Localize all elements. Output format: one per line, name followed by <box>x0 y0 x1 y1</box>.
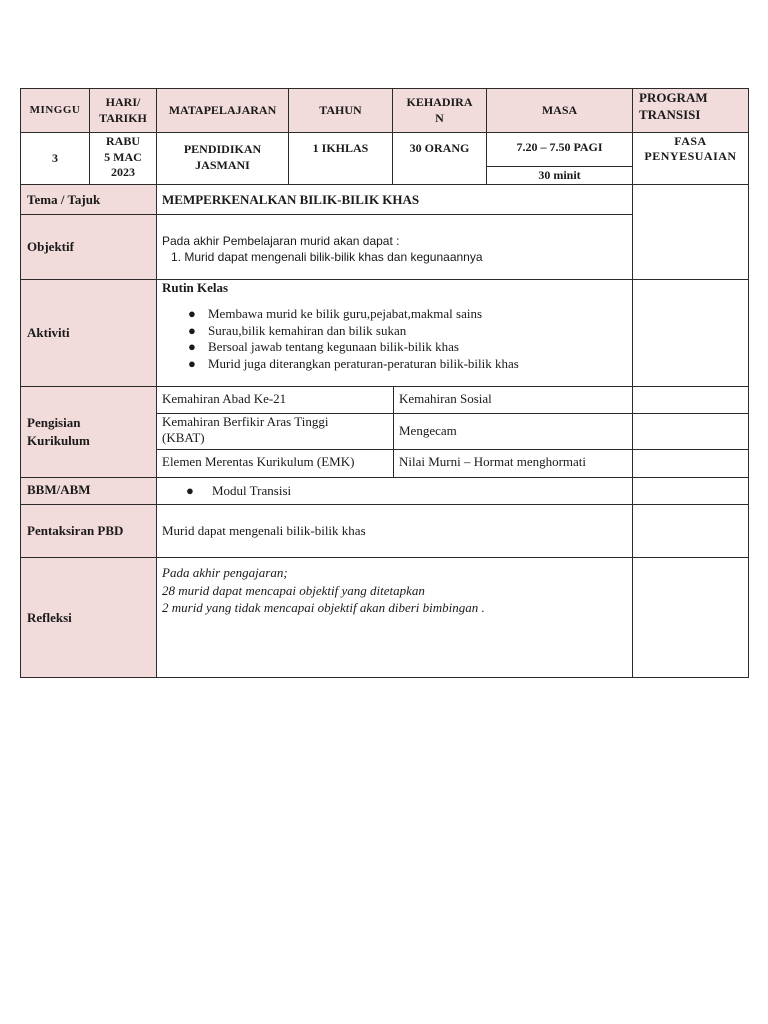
bullet-icon: ● <box>188 355 196 371</box>
info-tempoh <box>486 166 633 185</box>
bullet-icon: ● <box>188 322 196 338</box>
label-objektif <box>20 214 157 280</box>
label-bbm-text: BBM/ABM <box>27 482 91 497</box>
side-cell-pentaksiran <box>632 504 749 558</box>
header-program-text-2: TRANSISI <box>639 106 701 122</box>
header-matapelajaran <box>156 88 289 133</box>
info-hari-tarikh <box>89 132 157 185</box>
side-cell-refleksi <box>632 557 749 678</box>
header-program-text-1: PROGRAM <box>639 90 708 105</box>
refleksi-line-text: 2 murid yang tidak mencapai objektif akan diberi bimbingan . <box>162 600 485 615</box>
label-pengisian-text: Pengisian <box>27 415 81 431</box>
aktiviti-item-text: Surau,bilik kemahiran dan bilik sukan <box>208 322 407 338</box>
header-minggu-text: MINGGU <box>29 104 81 117</box>
header-masa-text: MASA <box>541 102 578 117</box>
info-tarikh-text-2: 2023 <box>111 165 135 179</box>
header-hari-text: HARI/ <box>105 94 141 109</box>
label-aktiviti-text: Aktiviti <box>27 325 70 341</box>
content-objektif <box>156 214 633 280</box>
refleksi-line-text: 28 murid dapat mencapai objektif yang ditetapkan <box>162 582 425 598</box>
side-cell-pengisian-1 <box>632 386 749 414</box>
pengisian-r3-right-text: Nilai Murni – Hormat menghormati <box>399 454 587 469</box>
content-refleksi <box>156 557 633 678</box>
aktiviti-item-text: Murid juga diterangkan peraturan-peraturan bilik-bilik khas <box>208 355 519 371</box>
bbm-list-item <box>157 483 632 500</box>
pengisian-r2-left-text-2: (KBAT) <box>162 430 205 445</box>
side-cell-aktiviti <box>632 279 749 387</box>
side-cell-pengisian-3 <box>632 449 749 478</box>
info-tahun <box>288 132 393 185</box>
content-pentaksiran <box>156 504 633 558</box>
content-tema <box>156 184 633 215</box>
info-subjek-text-1: PENDIDIKAN <box>183 142 262 156</box>
header-kehadiran <box>392 88 487 133</box>
label-kurikulum-text: Kurikulum <box>27 433 90 448</box>
info-tarikh-text-1: 5 MAC <box>104 149 142 164</box>
pengisian-r1-left-text: Kemahiran Abad Ke-21 <box>162 391 287 406</box>
pengisian-r3-left-text: Elemen Merentas Kurikulum (EMK) <box>162 454 355 469</box>
info-minggu-text: 3 <box>52 150 58 165</box>
bullet-icon: ● <box>186 483 194 498</box>
info-fasa-text-2: PENYESUAIAN <box>644 149 737 163</box>
info-masa <box>486 132 633 167</box>
header-program <box>632 88 749 133</box>
pengisian-r2-right <box>393 413 633 450</box>
info-tempoh-text: 30 minit <box>538 168 581 182</box>
header-kehadiran-text-2: N <box>435 110 444 125</box>
header-tarikh-text: TARIKH <box>99 110 147 125</box>
content-bbm <box>156 477 633 505</box>
header-tahun-text: TAHUN <box>319 102 362 117</box>
side-cell-pengisian-2 <box>632 413 749 450</box>
aktiviti-item-text: Bersoal jawab tentang kegunaan bilik-bilik khas <box>208 339 459 354</box>
info-fasa <box>632 132 749 185</box>
side-cell-tema-objektif <box>632 184 749 280</box>
info-kehadiran <box>392 132 487 185</box>
header-matapelajaran-text: MATAPELAJARAN <box>168 102 277 117</box>
bbm-item-text: Modul Transisi <box>212 483 292 498</box>
aktiviti-heading-text: Rutin Kelas <box>162 280 229 295</box>
header-hari-tarikh <box>89 88 157 133</box>
pengisian-r3-right <box>393 449 633 478</box>
aktiviti-list-item <box>162 339 632 356</box>
objektif-intro-text: Pada akhir Pembelajaran murid akan dapat : <box>162 234 400 248</box>
header-minggu <box>20 88 90 133</box>
pengisian-r1-right <box>393 386 633 414</box>
info-masa-text: 7.20 – 7.50 PAGI <box>516 140 603 154</box>
aktiviti-item-text: Membawa murid ke bilik guru,pejabat,makmal sains <box>208 306 483 321</box>
label-refleksi-text: Refleksi <box>27 609 72 625</box>
info-fasa-text-1: FASA <box>674 134 707 148</box>
label-refleksi <box>20 557 157 678</box>
label-tema-text: Tema / Tajuk <box>27 191 101 207</box>
label-objektif-text: Objektif <box>27 239 74 255</box>
aktiviti-list <box>162 306 632 372</box>
bullet-icon: ● <box>188 339 196 354</box>
label-pentaksiran-text: Pentaksiran PBD <box>27 523 124 539</box>
aktiviti-list-item <box>162 323 632 340</box>
info-tahun-text: 1 IKHLAS <box>312 141 369 155</box>
pengisian-r2-left <box>156 413 394 450</box>
info-minggu <box>20 132 90 185</box>
side-cell-bbm <box>632 477 749 505</box>
objektif-item-text: 1. Murid dapat mengenali bilik-bilik khas dan kegunaannya <box>171 250 483 264</box>
pentaksiran-value-text: Murid dapat mengenali bilik-bilik khas <box>162 522 366 538</box>
label-pengisian-kurikulum <box>20 386 157 478</box>
aktiviti-list-item <box>162 356 632 373</box>
label-aktiviti <box>20 279 157 387</box>
info-subjek-text-2: JASMANI <box>195 158 250 172</box>
refleksi-line-text: Pada akhir pengajaran; <box>162 565 288 580</box>
label-tema <box>20 184 157 215</box>
aktiviti-list-item <box>162 306 632 323</box>
info-hari-text: RABU <box>105 134 140 148</box>
header-masa <box>486 88 633 133</box>
pengisian-r1-right-text: Kemahiran Sosial <box>399 391 492 406</box>
header-tahun <box>288 88 393 133</box>
tema-value-text: MEMPERKENALKAN BILIK-BILIK KHAS <box>162 191 420 207</box>
label-bbm-abm <box>20 477 157 505</box>
bbm-list <box>157 483 632 500</box>
pengisian-r2-right-text: Mengecam <box>399 423 457 439</box>
header-kehadiran-text-1: KEHADIRA <box>406 94 473 109</box>
pengisian-r2-left-text-1: Kemahiran Berfikir Aras Tinggi <box>162 414 329 429</box>
label-pentaksiran-pbd <box>20 504 157 558</box>
bullet-icon: ● <box>188 306 196 321</box>
pengisian-r1-left <box>156 386 394 414</box>
info-kehadiran-text: 30 ORANG <box>409 141 470 155</box>
pengisian-r3-left <box>156 449 394 478</box>
info-matapelajaran <box>156 132 289 185</box>
content-aktiviti <box>156 279 633 387</box>
